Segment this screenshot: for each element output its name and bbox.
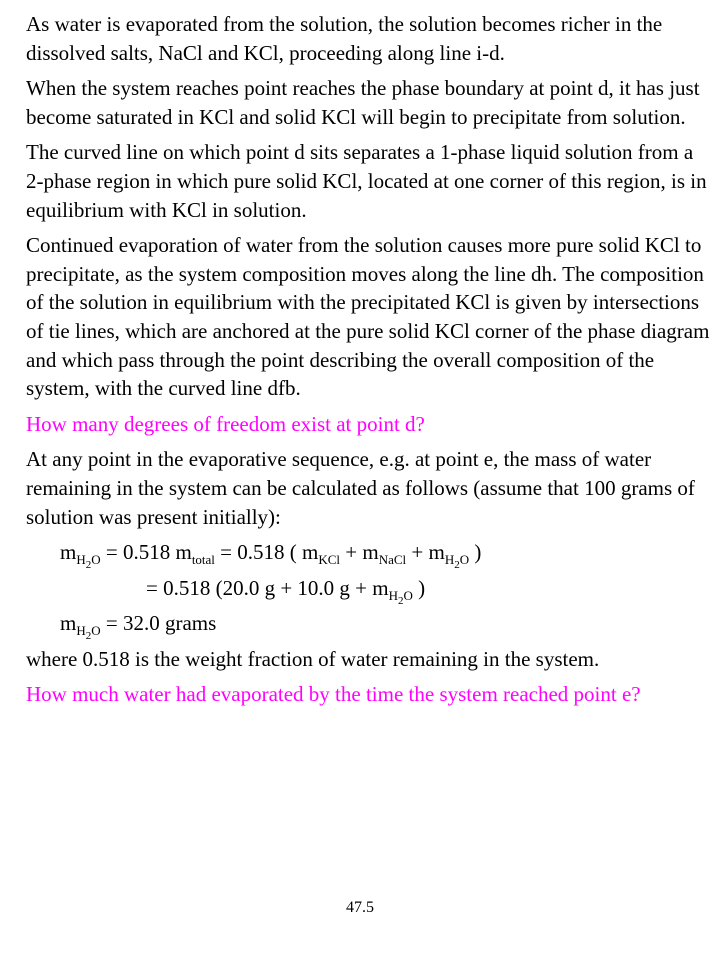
paragraph-tie-lines: Continued evaporation of water from the solution causes more pure solid KCl to precipitate, as the system composition moves along the line dh. The composition of the solution in equilibrium with the precipitated KCl is given by intersections of tie lines, which are anchored at the pure solid KCl corner of the phase diagram and which pass through the point describing the overall composition of the system, with the curved line dfb. xyxy=(26,233,710,401)
equation-substitution: = 0.518 (20.0 g + 10.0 $g + m_{H_2O}$ ) xyxy=(146,575,426,607)
paragraph-phase-region: The curved line on which point d sits separates a 1-phase liquid solution from a 2-phase region in which pure solid KCl, located at one corner of this region, is in equilibrium with KCl in solution. xyxy=(26,140,707,222)
question-water-evaporated: How much water had evaporated by the time the system reached point e? xyxy=(26,682,641,707)
page-number: 47.5 xyxy=(346,899,374,916)
document-page xyxy=(26,10,710,716)
paragraph-evaporation: As water is evaporated from the solution, the solution becomes richer in the dissolved salts, NaCl and KCl, proceeding along line i-d. xyxy=(26,12,663,65)
question-degrees-of-freedom: How many degrees of freedom exist at point d? xyxy=(26,411,425,436)
equation-water-mass: $m_{H_2O} = 0.518$ $m_{total} = 0.518$ ( $m_{KCl} + m_{NaCl} + m_{H_2O}$ ) xyxy=(60,540,482,572)
paragraph-saturation: When the system reaches point reaches the phase boundary at point d, it has just become saturated in KCl and solid KCl will begin to precipitate from solution. xyxy=(26,76,700,129)
paragraph-mass-calculation: At any point in the evaporative sequence, e.g. at point e, the mass of water remaining in the system can be calculated as follows (assume that 100 grams of solution was present initially): xyxy=(26,447,695,529)
paragraph-weight-fraction: where 0.518 is the weight fraction of water remaining in the system. xyxy=(26,646,600,671)
equation-result: $m_{H_2O} = 32.0$ grams xyxy=(60,611,217,643)
